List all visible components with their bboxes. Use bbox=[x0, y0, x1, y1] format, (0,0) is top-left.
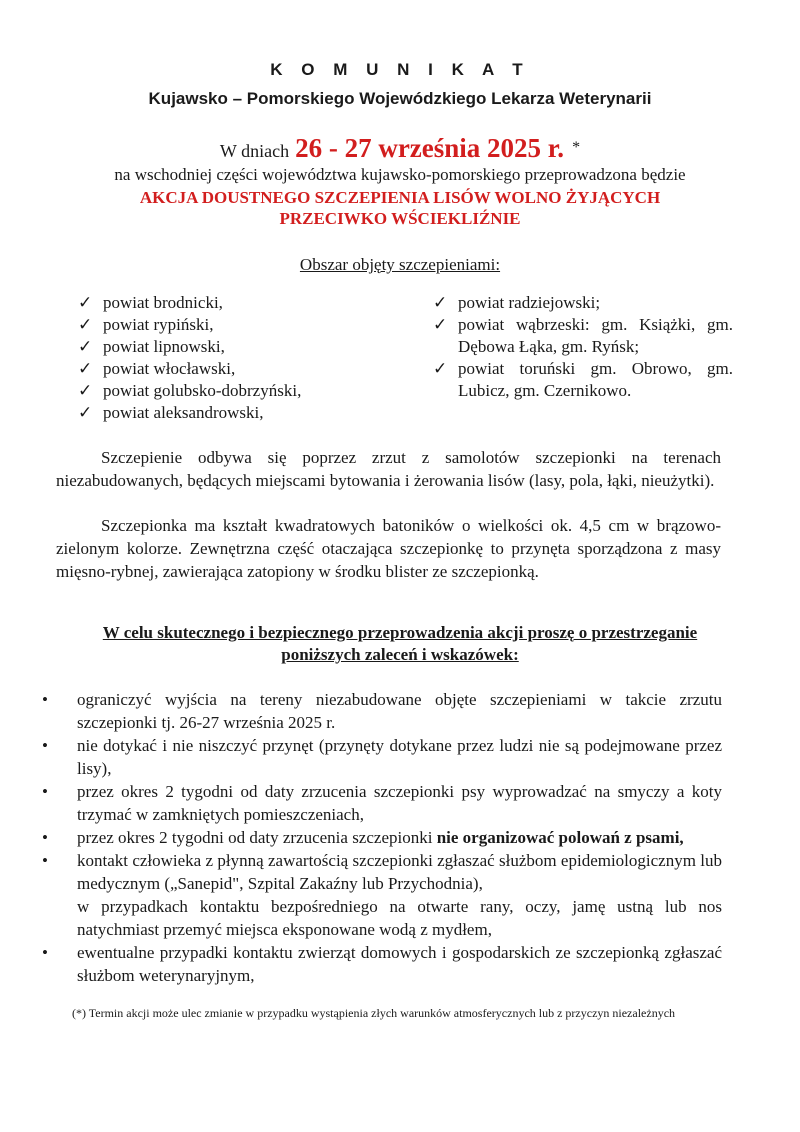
bullet-icon: • bbox=[42, 690, 48, 709]
area-item bbox=[78, 402, 368, 424]
dates-line bbox=[0, 133, 800, 164]
check-icon: ✓ bbox=[78, 381, 93, 400]
area-item-text: powiat radziejowski; bbox=[458, 293, 601, 312]
list-item-continuation: w przypadkach kontaktu bezpośredniego na otwarte rany, oczy, jamę ustną lub nos natychmiast przemyć miejsca eksponowane wodą z mydłem, bbox=[77, 897, 722, 939]
list-item bbox=[42, 826, 722, 849]
list-item-text: ewentualne przypadki kontaktu zwierząt domowych i gospodarskich ze szczepionką zgłaszać służbom weterynaryjnym, bbox=[77, 943, 722, 985]
dates-value: 26 - 27 września 2025 r. bbox=[295, 133, 565, 163]
footnote: (*) Termin akcji może ulec zmianie w przypadku wystąpienia złych warunków atmosferycznych lub z przyczyn niezależnych bbox=[72, 1006, 676, 1020]
area-list-right bbox=[433, 292, 733, 402]
guidelines-heading bbox=[40, 622, 760, 666]
intro-line: na wschodniej części województwa kujawsko-pomorskiego przeprowadzona będzie bbox=[114, 165, 686, 184]
list-item-text: przez okres 2 tygodni od daty zrzucenia szczepionki psy wyprowadzać na smyczy a koty trzymać w zamkniętych pomieszczeniach, bbox=[77, 782, 722, 824]
area-item-text: powiat aleksandrowski, bbox=[103, 403, 264, 422]
check-icon: ✓ bbox=[433, 359, 448, 378]
list-item bbox=[42, 688, 722, 734]
paragraph-vaccine-description: Szczepionka ma kształt kwadratowych batoników o wielkości ok. 4,5 cm w brązowo-zielonym kolorze. Zewnętrzna część otaczająca szczepionkę to przynęta sporządzona z masy mięsno-rybnej, zawierająca zatopiony w środku blister ze szczepionką. bbox=[56, 516, 721, 581]
list-item bbox=[42, 941, 722, 987]
area-item bbox=[78, 314, 368, 336]
guidelines-list bbox=[42, 688, 722, 987]
bullet-icon: • bbox=[42, 828, 48, 847]
area-item-text: powiat włocławski, bbox=[103, 359, 236, 378]
document-subtitle: Kujawsko – Pomorskiego Wojewódzkiego Lekarza Weterynarii bbox=[148, 89, 652, 108]
action-title bbox=[0, 187, 800, 229]
check-icon: ✓ bbox=[433, 315, 448, 334]
action-title-line1: AKCJA DOUSTNEGO SZCZEPIENIA LISÓW WOLNO ŻYJĄCYCH bbox=[139, 188, 661, 207]
check-icon: ✓ bbox=[433, 293, 448, 312]
area-item-text: powiat lipnowski, bbox=[103, 337, 225, 356]
list-item-text: nie dotykać i nie niszczyć przynęt (przynęty dotykane przez ludzi nie są podejmowane przez lisy), bbox=[77, 736, 722, 778]
area-item-text: powiat toruński gm. Obrowo, gm. Lubicz, gm. Czernikowo. bbox=[458, 359, 733, 400]
check-icon: ✓ bbox=[78, 337, 93, 356]
paragraph-vaccination-method: Szczepienie odbywa się poprzez zrzut z samolotów szczepionki na terenach niezabudowanych, będących miejscami bytowania i żerowania lisów (lasy, pola, łąki, nieużytki). bbox=[56, 448, 721, 490]
dates-prefix: W dniach bbox=[219, 141, 290, 161]
list-item-text: kontakt człowieka z płynną zawartością szczepionki zgłaszać służbom epidemiologicznym lub medycznym („Sanepid", Szpital Zakaźny lub Przychodnia), bbox=[77, 851, 722, 893]
area-item bbox=[433, 358, 733, 402]
area-item bbox=[78, 358, 368, 380]
area-item bbox=[78, 292, 368, 314]
area-item-text: powiat wąbrzeski: gm. Książki, gm. Dębowa Łąka, gm. Ryńsk; bbox=[458, 315, 733, 356]
check-icon: ✓ bbox=[78, 359, 93, 378]
bullet-icon: • bbox=[42, 782, 48, 801]
list-item-text: przez okres 2 tygodni od daty zrzucenia szczepionki bbox=[77, 828, 437, 847]
check-icon: ✓ bbox=[78, 293, 93, 312]
area-item bbox=[433, 292, 733, 314]
dates-asterisk: * bbox=[572, 139, 581, 156]
check-icon: ✓ bbox=[78, 403, 93, 422]
list-item bbox=[42, 734, 722, 780]
area-heading: Obszar objęty szczepieniami: bbox=[299, 255, 501, 274]
check-icon: ✓ bbox=[78, 315, 93, 334]
guidelines-heading-line2: poniższych zaleceń i wskazówek: bbox=[281, 645, 519, 664]
list-item-text: ograniczyć wyjścia na tereny niezabudowane objęte szczepieniami w takcie zrzutu szczepionki tj. 26-27 września 2025 r. bbox=[77, 690, 722, 732]
bullet-icon: • bbox=[42, 736, 48, 755]
area-item-text: powiat golubsko-dobrzyński, bbox=[103, 381, 302, 400]
bullet-icon: • bbox=[42, 943, 48, 962]
area-list-left bbox=[78, 292, 368, 424]
bullet-icon: • bbox=[42, 851, 48, 870]
action-title-line2: PRZECIWKO WŚCIEKLIŹNIE bbox=[279, 209, 521, 228]
guidelines-heading-line1: W celu skutecznego i bezpiecznego przeprowadzenia akcji proszę o przestrzeganie bbox=[102, 623, 698, 642]
area-item bbox=[433, 314, 733, 358]
area-item-text: powiat brodnicki, bbox=[103, 293, 223, 312]
area-item-text: powiat rypiński, bbox=[103, 315, 214, 334]
list-item bbox=[42, 849, 722, 895]
area-item bbox=[78, 336, 368, 358]
area-item bbox=[78, 380, 368, 402]
document-title: K O M U N I K A T bbox=[270, 60, 530, 79]
list-item-bold-text: nie organizować polowań z psami, bbox=[436, 828, 684, 847]
list-item bbox=[42, 780, 722, 826]
